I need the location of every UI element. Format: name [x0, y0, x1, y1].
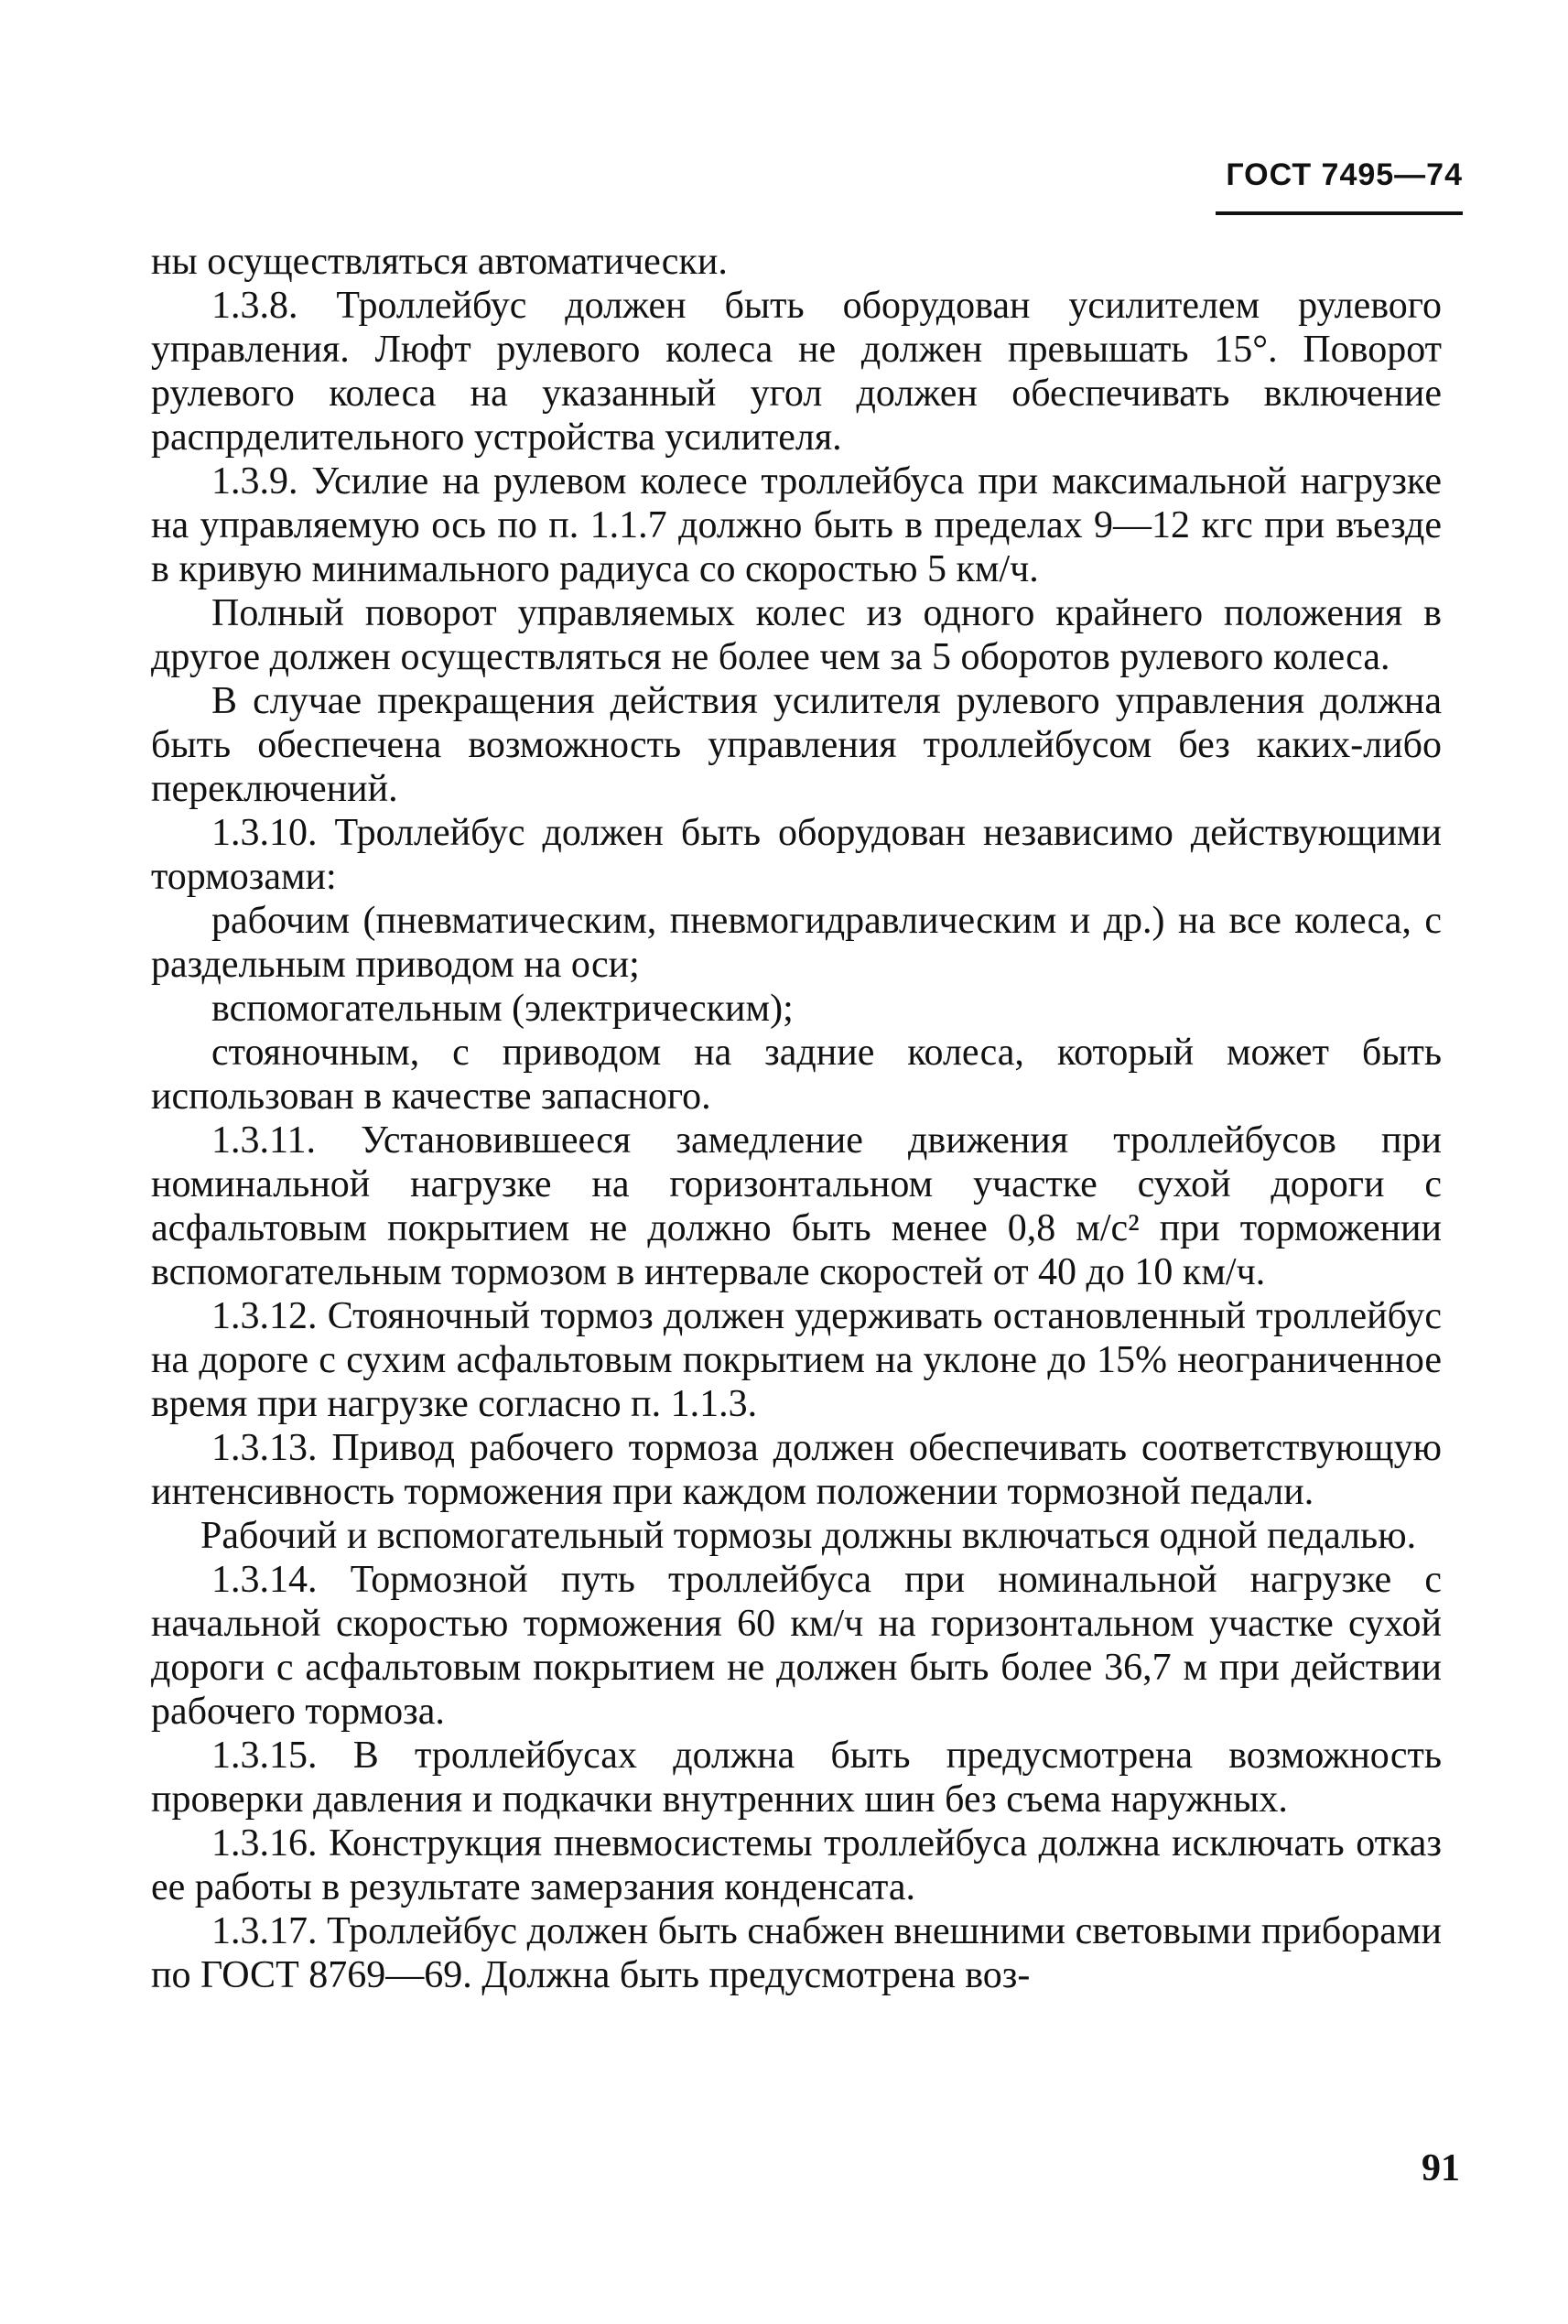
paragraph: Рабочий и вспомогательный тормозы должны включаться одной педалью.	[200, 1515, 1417, 1557]
paragraph: 1.3.16. Конструкция пневмосистемы троллейбуса должна исключать отказ ее работы в результате замерзания конденсата.	[151, 1822, 1442, 1908]
paragraph: 1.3.10. Троллейбус должен быть оборудован независимо действующими тормозами:	[151, 812, 1442, 898]
paragraph: 1.3.14. Тормозной путь троллейбуса при номинальной нагрузке с начальной скоростью торможения 60 км/ч на горизонтальном участке сухой дороги с асфальтовым покрытием не должен быть более 36,7 м при действии рабочего тормоза.	[151, 1559, 1442, 1733]
paragraph: рабочим (пневматическим, пневмогидравлическим и др.) на все колеса, с раздельным приводом на оси;	[151, 900, 1442, 986]
paragraph: 1.3.13. Привод рабочего тормоза должен обеспечивать соответствующую интенсивность торможения при каждом положении тормозной педали.	[151, 1427, 1442, 1513]
paragraph: 1.3.17. Троллейбус должен быть снабжен внешними световыми приборами по ГОСТ 8769—69. Должна быть предусмотрена воз-	[151, 1910, 1442, 1996]
document-body	[151, 240, 1442, 1997]
paragraph: вспомогательным (электрическим);	[211, 988, 794, 1030]
paragraph: стояночным, с приводом на задние колеса, который может быть использован в качестве запасного.	[151, 1032, 1442, 1118]
page-number: 91	[1422, 2147, 1460, 2189]
paragraph: 1.3.8. Троллейбус должен быть оборудован усилителем рулевого управления. Люфт рулевого колеса не должен превышать 15°. Поворот рулевого колеса на указанный угол должен обеспечивать включение распрделительного устройства усилителя.	[151, 285, 1442, 459]
paragraph: В случае прекращения действия усилителя рулевого управления должна быть обеспечена возможность управления троллейбусом без каких-либо переключений.	[151, 680, 1442, 810]
standard-code: ГОСТ 7495—74	[1226, 157, 1463, 192]
page-header	[1197, 157, 1463, 215]
paragraph: Полный поворот управляемых колес из одного крайнего положения в другое должен осуществляться не более чем за 5 оборотов рулевого колеса.	[151, 592, 1442, 678]
paragraph: ны осуществляться автоматически.	[151, 241, 728, 283]
header-rule	[1216, 211, 1463, 215]
paragraph: 1.3.9. Усилие на рулевом колесе троллейбуса при максимальной нагрузке на управляемую ось по п. 1.1.7 должно быть в пределах 9—12 кгс при въезде в кривую минимального радиуса со скоростью 5 км/ч.	[151, 460, 1442, 590]
paragraph: 1.3.15. В троллейбусах должна быть предусмотрена возможность проверки давления и подкачки внутренних шин без съема наружных.	[151, 1735, 1442, 1821]
paragraph: 1.3.11. Установившееся замедление движения троллейбусов при номинальной нагрузке на горизонтальном участке сухой дороги с асфальтовым покрытием не должно быть менее 0,8 м/с² при торможении вспомогательным тормозом в интервале скоростей от 40 до 10 км/ч.	[151, 1119, 1442, 1293]
paragraph: 1.3.12. Стояночный тормоз должен удерживать остановленный троллейбус на дороге с сухим асфальтовым покрытием на уклоне до 15% неограниченное время при нагрузке согласно п. 1.1.3.	[151, 1295, 1442, 1425]
